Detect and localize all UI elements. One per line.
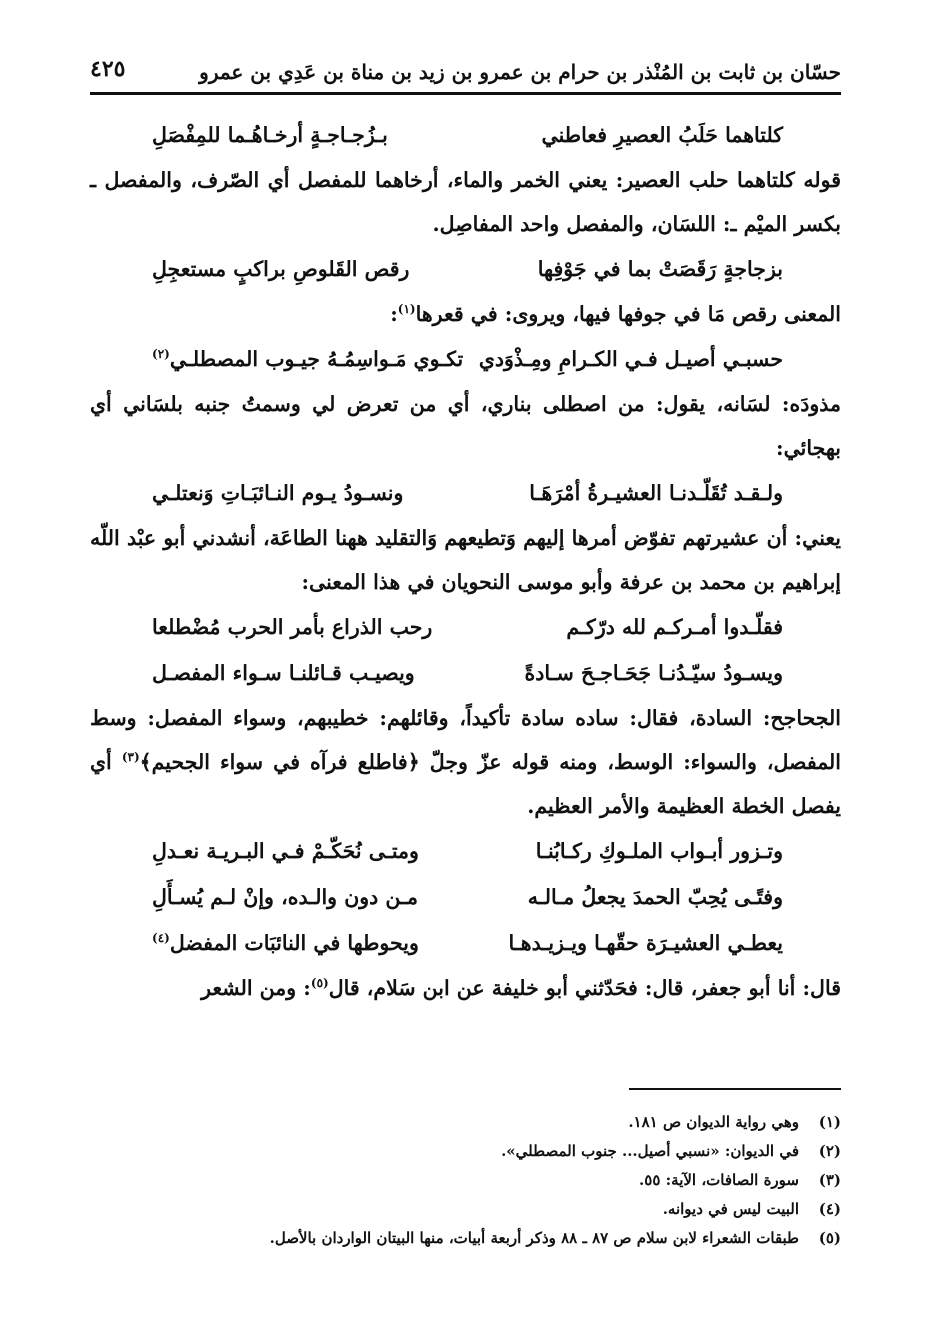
footnote bbox=[90, 1108, 841, 1137]
footnote-number: (٤) bbox=[818, 1200, 841, 1218]
commentary-text: المعنى رقص مَا في جوفها فيها، ويروى: في قعرها bbox=[415, 302, 841, 326]
verse-line bbox=[90, 828, 841, 874]
verse-line bbox=[90, 920, 841, 966]
verse-first-hemistich: كلتاهما حَلَبُ العصيرِ فعاطني bbox=[541, 123, 783, 147]
commentary-text: الجحاجح: السادة، فقال: ساده سادة تأكيداً، وقائلهم: خطيبهم، وسواء المفصل: وسط المفصل، والسواء: الوسط، ومنه قوله عزّ وجلّ ﴿فاطلع فرآه في سواء الجحيم﴾ bbox=[90, 706, 841, 774]
verse-second-hemistich: ويصيـب قـائلنـا سـواء المفصـل bbox=[152, 661, 415, 685]
footnote-ref: (٣) bbox=[121, 750, 140, 765]
hemistich-text: تكـوي مَـواسِمُـهُ جيـوب المصطلـي bbox=[169, 347, 464, 371]
footnote-ref: (٥) bbox=[310, 976, 329, 991]
footnotes bbox=[90, 1108, 841, 1253]
header-rule bbox=[90, 92, 841, 95]
verse-second-hemistich bbox=[152, 920, 419, 966]
footnote bbox=[90, 1137, 841, 1166]
footnote bbox=[90, 1224, 841, 1253]
footnote-number: (٢) bbox=[818, 1142, 841, 1160]
commentary-text-end: : ومن الشعر bbox=[201, 976, 311, 1000]
commentary-text: قال: أنا أبو جعفر، قال: فحَدّثني أبو خليفة عن ابن سَلام، قال bbox=[328, 976, 841, 1000]
verse-first-hemistich: ويسـودُ سيّـدُنـا جَحَـاجـحَ سـادةً bbox=[524, 661, 783, 685]
footnote-text: طبقات الشعراء لابن سلام ص ٨٧ ـ ٨٨ وذكر أربعة أبيات، منها البيتان الواردان بالأصل. bbox=[269, 1229, 799, 1247]
commentary-text-end: أي يفصل الخطة العظيمة والأمر العظيم. bbox=[90, 750, 841, 818]
verse-line bbox=[90, 336, 841, 382]
footnote-number: (١) bbox=[818, 1113, 841, 1131]
verse-second-hemistich: بـزُجـاجـةٍ أرخـاهُـما للمِفْصَلِ bbox=[152, 123, 388, 147]
verse-first-hemistich: حسبـي أصيـل فـي الكـرامِ ومِـذْوَدي bbox=[478, 347, 783, 371]
verse-line bbox=[90, 604, 841, 650]
commentary-paragraph bbox=[90, 696, 841, 828]
footnote bbox=[90, 1195, 841, 1224]
verse-first-hemistich: وتـزور أبـواب الملـوكِ ركـابُنـا bbox=[535, 839, 783, 863]
verse-line bbox=[90, 470, 841, 516]
running-title: حسّان بن ثابت بن المُنْذر بن حرام بن عمرو بن زيد بن مناة بن عَدِي بن عمرو bbox=[199, 60, 841, 84]
page-number: ٤٢٥ bbox=[90, 56, 126, 82]
commentary-paragraph bbox=[90, 292, 841, 336]
page-header bbox=[90, 56, 841, 90]
verse-second-hemistich: ومتـى نُحَكّـمْ فـي البـريـة نعـدلِ bbox=[152, 839, 419, 863]
verse-line bbox=[90, 650, 841, 696]
footnote-text: البيت ليس في ديوانه. bbox=[662, 1200, 799, 1218]
footnote-text: وهي رواية الديوان ص ١٨١. bbox=[628, 1113, 799, 1131]
footnote bbox=[90, 1166, 841, 1195]
footnote-separator bbox=[629, 1088, 841, 1090]
footnote-number: (٥) bbox=[818, 1229, 841, 1247]
verse-first-hemistich: بزجاجةٍ رَقَصَتْ بما في جَوْفِها bbox=[537, 257, 783, 281]
verse-line bbox=[90, 112, 841, 158]
commentary-paragraph: مذودَه: لسَانه، يقول: من اصطلى بناري، أي من تعرض لي وسمتُ جنبه بلسَاني أي بهجائي: bbox=[90, 392, 841, 460]
commentary-paragraph: يعني: أن عشيرتهم تفوّض أمرها إليهم وَتطيعهم وَالتقليد ههنا الطاعَة، أنشدني أبو عبْد اللّه إبراهيم بن محمد بن عرفة وأبو موسى النحويان في هذا المعنى: bbox=[90, 526, 841, 594]
verse-second-hemistich: مـن دون والـده، وإنْ لـم يُسـأَلِ bbox=[152, 885, 419, 909]
commentary-paragraph: قوله كلتاهما حلب العصير: يعني الخمر والماء، أرخاهما للمفصل أي الصّرف، والمفصل ـ بكسر الميْم ـ: اللسَان، والمفصل واحد المفاصِل. bbox=[90, 168, 841, 236]
verse-line bbox=[90, 246, 841, 292]
footnote-ref: (٤) bbox=[152, 931, 170, 946]
footnote-ref: (١) bbox=[397, 302, 416, 317]
verse-first-hemistich: ولـقـد تُقَلّـدنـا العشيـرةُ أمْرَهَـا bbox=[529, 481, 783, 505]
footnote-ref: (٢) bbox=[152, 347, 170, 362]
page-body bbox=[90, 112, 841, 1010]
verse-second-hemistich: رقص القَلوصِ براكبٍ مستعجِلِ bbox=[152, 257, 410, 281]
verse-second-hemistich: ونسـودُ يـوم النـائبَـاتِ وَنعتلـي bbox=[152, 481, 404, 505]
verse-first-hemistich: يعطـي العشيـرَة حقّهـا ويـزيـدهـا bbox=[508, 931, 783, 955]
verse-second-hemistich: رحب الذراع بأمر الحرب مُضْطلعا bbox=[152, 615, 433, 639]
verse-second-hemistich bbox=[152, 336, 463, 382]
footnote-text: سورة الصافات، الآية: ٥٥. bbox=[639, 1171, 799, 1189]
footnote-text: في الديوان: «نسبي أصيل... جنوب المصطلي». bbox=[501, 1142, 799, 1160]
commentary-text-end: : bbox=[390, 302, 398, 326]
footnote-number: (٣) bbox=[818, 1171, 841, 1189]
verse-first-hemistich: فقلّـدوا أمـركـم لله درّكـم bbox=[566, 615, 783, 639]
verse-line bbox=[90, 874, 841, 920]
hemistich-text: ويحوطها في النائبَات المفضل bbox=[169, 931, 419, 955]
commentary-paragraph bbox=[90, 966, 841, 1010]
verse-first-hemistich: وفتًـى يُحِبّ الحمدَ يجعلُ مـالـه bbox=[527, 885, 783, 909]
